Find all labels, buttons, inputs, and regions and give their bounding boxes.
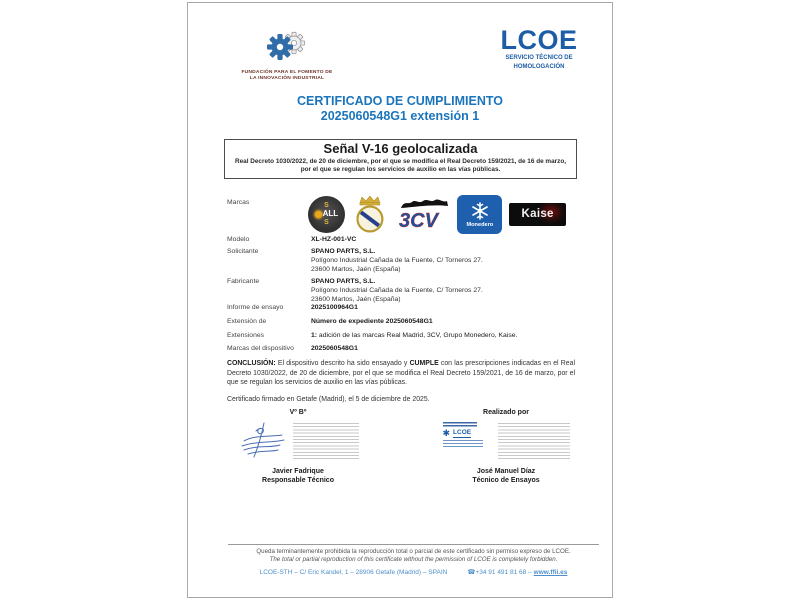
field-label: Marcas del dispositivo (227, 345, 294, 352)
product-decree-text: Real Decreto 1030/2022, de 20 de diciembre, por el que se modifica el Real Decreto 159/2021, de 16 de marzo, por el que se regulan los servicios de auxilio en las vías públicas. (234, 157, 567, 174)
field-label: Extensión de (227, 318, 267, 325)
fiii-caption-line2: LA INNOVACIÓN INDUSTRIAL (249, 76, 325, 82)
3cv-logo (395, 196, 451, 232)
kaise-logo (509, 203, 566, 226)
horses-silhouette (401, 200, 448, 208)
kaise-text: Kaise (521, 208, 554, 220)
sosall-logo (308, 196, 345, 233)
certificate-title-line1: CERTIFICADO DE CUMPLIMIENTO (296, 94, 504, 108)
fiii-logo (206, 29, 368, 83)
right-signer-name: José Manuel Díaz (476, 468, 536, 475)
field-label: Extensiones (227, 332, 265, 339)
website-link[interactable]: www.ffii.es (533, 569, 568, 576)
field-value: Número de expediente 2025060548G1 (311, 318, 433, 325)
brand-logos-row (308, 193, 566, 235)
conclusion-label: CONCLUSIÓN: (227, 360, 276, 367)
phone-icon: ☎ (467, 569, 476, 576)
field-label: Fabricante (227, 278, 260, 285)
conclusion-paragraph (227, 359, 575, 388)
applicant-address-line2: 23600 Martos, Jaén (España) (311, 265, 401, 273)
lcoe-caption-line1: SERVICIO TÉCNICO DE (505, 55, 573, 61)
lcoe-caption-line2: HOMOLOGACIÓN (513, 63, 565, 70)
lcoe-wordmark: LCOE (500, 25, 578, 55)
conclusion-text1: El dispositivo descrito ha sido ensayado y (275, 360, 410, 367)
applicant-name: SPANO PARTS, S.L. (311, 248, 376, 255)
vobo-header: Vº Bº (289, 409, 307, 416)
right-signer-role: Técnico de Ensayos (472, 477, 540, 485)
field-value (311, 248, 577, 274)
snowflake-icon (470, 201, 490, 221)
applicant-address-line1: Polígono Industrial Cañada de la Fuente, C/ Torneros 27. (311, 256, 483, 264)
fiii-caption-line1: FUNDACIÓN PARA EL FOMENTO DE (241, 70, 333, 75)
field-label: Modelo (227, 236, 250, 243)
left-signature-graphic (228, 418, 368, 464)
signature-right (436, 409, 576, 485)
conclusion-text2: con las prescripciones indicadas en el Real Decreto 1030/2022, de 20 de diciembre, por el que se modifica el Real Decreto 159/2021, de 16 de marzo, por el que se regulan los servicios de auxilio en las vías públicas. (227, 360, 575, 387)
lcoe-logo (488, 27, 590, 71)
3cv-text: 3CV (398, 210, 438, 232)
certificate-title (188, 94, 612, 124)
real-madrid-crest-logo (352, 194, 388, 234)
certificate-page (187, 2, 613, 598)
footer-address: LCOE-STH – C/ Eric Kandel, 1 – 28906 Getafe (Madrid) – SPAIN (259, 569, 448, 576)
field-value: XL-HZ-001-VC (311, 236, 357, 243)
signature-left (228, 409, 368, 485)
monedero-logo (457, 195, 502, 234)
sun-icon (315, 211, 322, 218)
footer-prohibition-es: Queda terminantemente prohibida la reproducción total o parcial de este certificado sin permiso expreso de LCOE. (256, 548, 571, 555)
sosall-bottom-letter: S (324, 219, 329, 226)
digital-signature-microtext (293, 423, 359, 459)
footer-divider (228, 544, 599, 545)
field-value (311, 278, 577, 304)
monedero-text: Monedero (466, 221, 494, 228)
extension-description: adición de las marcas Real Madrid, 3CV, Grupo Monedero, Kaise. (317, 332, 518, 339)
sosall-top-letter: S (324, 202, 329, 209)
right-signature-graphic (436, 418, 576, 464)
stamp-lcoe-text: LCOE (453, 429, 472, 437)
manufacturer-address-line1: Polígono Industrial Cañada de la Fuente, C/ Torneros 27. (311, 286, 483, 294)
left-signer-name: Javier Fadrique (272, 468, 324, 475)
sosall-mid-text: ALL (322, 209, 339, 218)
realizado-por-header: Realizado por (483, 409, 529, 416)
brands-label: Marcas (227, 199, 250, 206)
manufacturer-address-line2: 23600 Martos, Jaén (España) (311, 295, 401, 303)
field-value: 2025060548G1 (311, 345, 358, 352)
handwritten-signature-icon (238, 421, 290, 461)
product-box (224, 139, 577, 179)
digital-signature-microtext (498, 423, 570, 459)
stamp-name-lines (443, 422, 477, 427)
product-name: Señal V-16 geolocalizada (323, 141, 478, 156)
stamp-detail-lines (443, 440, 483, 449)
extension-number: 1: (311, 332, 318, 339)
signed-at-line: Certificado firmado en Getafe (Madrid), el 5 de diciembre de 2025. (227, 396, 430, 403)
field-value: 2025100964G1 (311, 304, 358, 311)
footer-contact (228, 568, 599, 576)
certificate-number: 2025060548G1 extensión 1 (320, 109, 480, 123)
left-signer-role: Responsable Técnico (262, 477, 334, 485)
footer-prohibition-en: The total or partial reproduction of this certificate without the permission of LCOE is completely forbidden. (269, 556, 558, 563)
field-label: Solicitante (227, 248, 259, 255)
field-label: Informe de ensayo (227, 304, 284, 311)
cumple-keyword: CUMPLE (409, 360, 439, 367)
digital-stamp (443, 422, 495, 460)
field-value (311, 332, 577, 341)
footer-phone: +34 91 491 81 68 – (475, 569, 532, 576)
stamp-gear-icon: ✱ (442, 428, 451, 438)
gears-icon (265, 29, 309, 65)
manufacturer-name: SPANO PARTS, S.L. (311, 278, 376, 285)
